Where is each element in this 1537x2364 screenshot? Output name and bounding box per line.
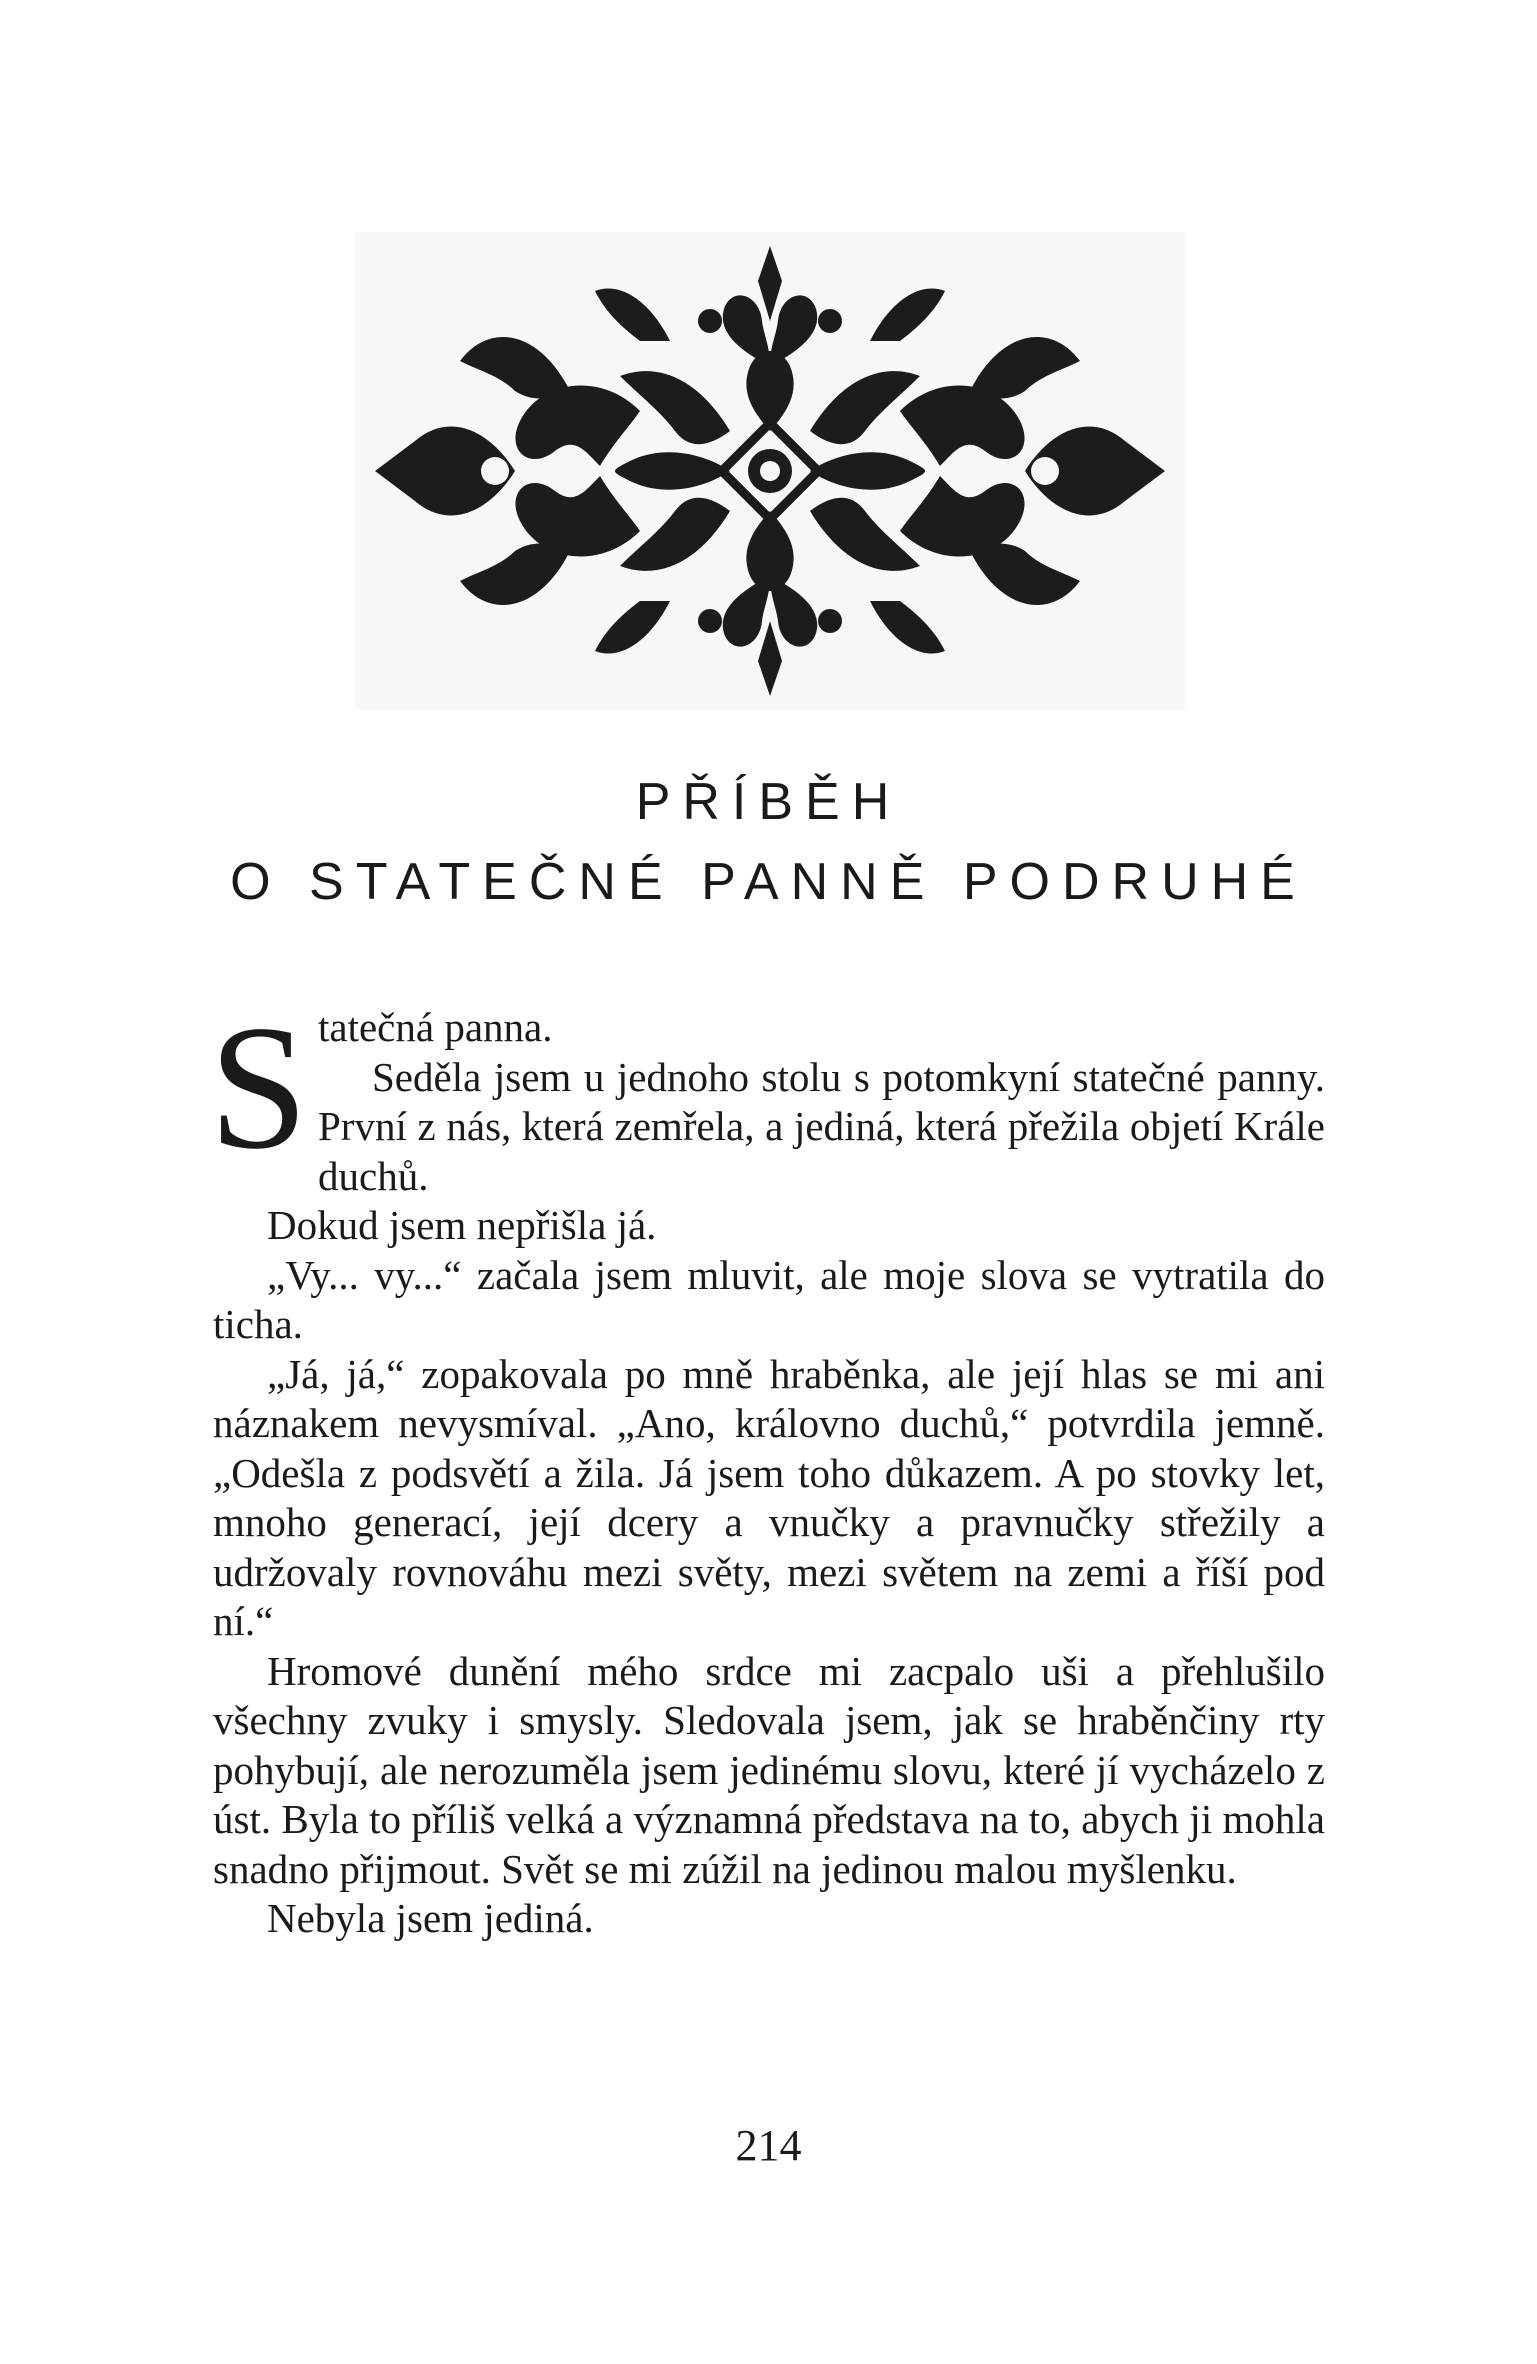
paragraph-text: tatečná panna. [318,1004,553,1050]
paragraph: Dokud jsem nepřišla já. [267,1202,657,1248]
chapter-title-line-1: PŘÍBĚH [635,773,902,831]
page-number: 214 [735,2121,802,2170]
chapter-title-line-2: O STATEČNÉ PANNĚ PODRUHÉ [230,853,1307,911]
paragraph: Nebyla jsem jediná. [267,1895,594,1941]
drop-cap: S [209,988,308,1186]
chapter-ornament [355,232,1185,710]
paragraph: „Vy... vy...“ začala jsem mluvit, ale moje slova se vytratila do ticha. [213,1251,1325,1347]
ornament-icon [355,232,1185,710]
paragraph: Seděla jsem u jednoho stolu s potomkyní statečné panny. První z nás, která zemřela, a jediná, která přežila objetí Krále duchů. [318,1053,1325,1199]
paragraph: „Já, já,“ zopakovala po mně hraběnka, ale její hlas se mi ani náznakem nevysmíval. „Ano, královno duchů,“ potvrdila jemně. „Odešla z podsvětí a žila. Já jsem toho důkazem. A po stovky let, mnoho generací, její dcery a vnučky a pravnučky střežily a udržovaly rovnováhu mezi světy, mezi světem na zemi a říší pod ní.“ [213,1350,1325,1644]
paragraph: Hromové dunění mého srdce mi zacpalo uši a přehlušilo všechny zvuky i smysly. Sledovala jsem, jak se hraběnčiny rty pohybují, ale nerozuměla jsem jedinému slovu, které jí vycházelo z úst. Byla to příliš velká a významná představa na to, abych ji mohla snadno přijmout. Svět se mi zúžil na jedinou malou myšlenku. [213,1647,1325,1892]
chapter-body [209,988,1325,1944]
